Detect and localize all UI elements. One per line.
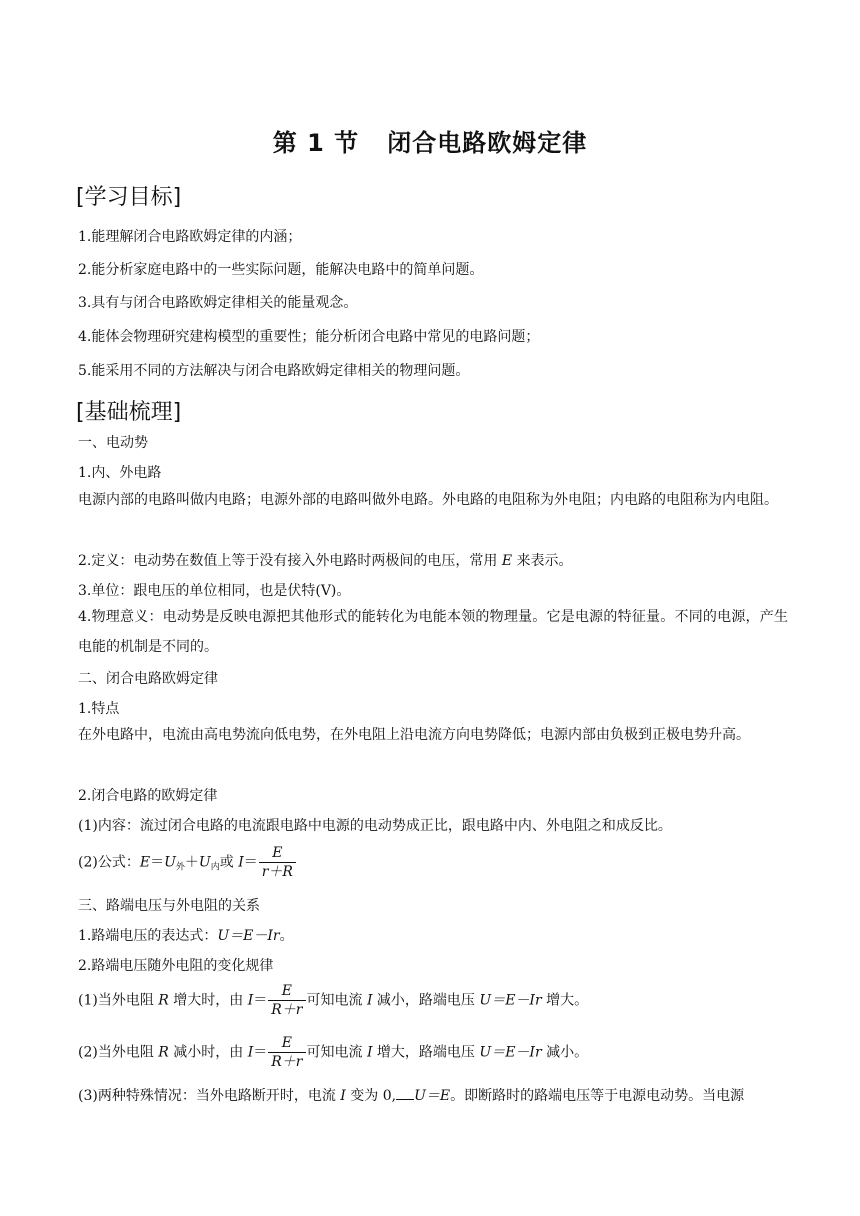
case2-text-c: 可知电流	[306, 1044, 367, 1061]
case1-i: I	[247, 992, 254, 1009]
part1-subheading: 1.内、外电路	[78, 465, 162, 481]
formula-label: (2)公式：	[78, 854, 140, 871]
case-1	[78, 982, 588, 1019]
case2-text-a: (2)当外电阻	[78, 1044, 159, 1061]
part2-subheading-2: 2.闭合电路的欧姆定律	[78, 788, 218, 804]
expression-end: 。	[279, 928, 294, 944]
objective-5: 5.能采用不同的方法解决与闭合电路欧姆定律相关的物理问题。	[78, 363, 470, 379]
formula-equals-2: ＝	[243, 854, 258, 871]
objective-1: 1.能理解闭合电路欧姆定律的内涵；	[78, 229, 302, 245]
expression-formula: U＝E－Ir	[217, 928, 280, 944]
case3-u: U＝E	[414, 1088, 451, 1104]
case2-text-e: 减小。	[541, 1044, 589, 1061]
formula-sub-out: 外	[175, 862, 185, 873]
case3-text-b: 变为 0,	[345, 1088, 397, 1104]
formula-sub-in: 内	[210, 862, 220, 873]
case2-equals: ＝	[253, 1044, 268, 1061]
definition-text-b: 来表示。	[512, 553, 573, 569]
part1-definition	[78, 550, 573, 570]
formula-or: 或	[219, 854, 239, 871]
case-2	[78, 1034, 588, 1071]
part2-formula	[78, 844, 297, 881]
part2-content: (1)内容：流过闭合电路的电流跟电路中电源的电动势成正比，跟电路中内、外电阻之和成反比。	[78, 818, 672, 834]
expression-label: 1.路端电压的表达式：	[78, 928, 218, 944]
part2-subheading-1: 1.特点	[78, 701, 120, 717]
case1-equals: ＝	[253, 992, 268, 1009]
part1-paragraph: 电源内部的电路叫做内电路；电源外部的电路叫做外电路。外电路的电阻称为外电阻；内电路的电阻称为内电阻。	[78, 492, 778, 508]
part1-unit: 3.单位：跟电压的单位相同，也是伏特(V)。	[78, 583, 351, 599]
section-heading-basics: [基础梳理]	[76, 400, 182, 425]
case-3	[78, 1085, 744, 1105]
case2-numerator: E	[268, 1034, 305, 1053]
formula-e: E	[139, 854, 151, 871]
objective-4: 4.能体会物理研究建构模型的重要性；能分析闭合电路中常见的电路问题；	[78, 329, 540, 345]
part1-meaning: 4.物理意义：电动势是反映电源把其他形式的能转化为电能本领的物理量。它是电源的特征量。不同的电源，产生电能的机制是不同的。	[78, 609, 788, 655]
case2-i2: I	[366, 1044, 373, 1061]
case3-text-c: 。即断路时的路端电压等于电源电动势。当电源	[450, 1088, 745, 1104]
case1-r: R	[158, 992, 169, 1009]
case1-u: U＝E－Ir	[479, 992, 542, 1009]
formula-i: I	[238, 854, 244, 871]
formula-equals: ＝	[150, 854, 165, 871]
fraction-numerator: E	[259, 844, 296, 863]
emf-symbol: E	[501, 553, 513, 569]
part3-expression	[78, 925, 294, 945]
part3-heading: 三、路端电压与外电阻的关系	[78, 898, 260, 914]
part2-paragraph: 在外电路中，电流由高电势流向低电势，在外电阻上沿电流方向电势降低；电源内部由负极到正极电势升高。	[78, 727, 750, 743]
case2-denominator: R＋r	[271, 1054, 303, 1070]
case2-i: I	[247, 1044, 254, 1061]
case3-text-a: (3)两种特殊情况：当外电路断开时，电流	[78, 1088, 341, 1104]
case2-text-d: 增大，路端电压	[372, 1044, 480, 1061]
formula-plus: ＋	[184, 854, 199, 871]
case1-fraction	[268, 982, 305, 1019]
part3-rule: 2.路端电压随外电阻的变化规律	[78, 958, 274, 974]
blank-underline	[396, 1099, 414, 1100]
case2-u: U＝E－Ir	[479, 1044, 542, 1061]
case2-text-b: 减小时，由	[168, 1044, 248, 1061]
case1-text-b: 增大时，由	[168, 992, 248, 1009]
case2-r: R	[158, 1044, 169, 1061]
case1-text-e: 增大。	[541, 992, 589, 1009]
case1-i2: I	[366, 992, 373, 1009]
case1-text-c: 可知电流	[306, 992, 367, 1009]
fraction-denominator: r＋R	[261, 864, 293, 880]
case3-i: I	[340, 1088, 346, 1104]
case1-numerator: E	[268, 982, 305, 1001]
case1-text-a: (1)当外电阻	[78, 992, 159, 1009]
page-title: 第 1 节 闭合电路欧姆定律	[272, 129, 588, 157]
objective-3: 3.具有与闭合电路欧姆定律相关的能量观念。	[78, 295, 358, 311]
case1-denominator: R＋r	[271, 1002, 303, 1018]
section-heading-objectives: [学习目标]	[76, 185, 182, 210]
formula-u-in: U	[198, 854, 211, 871]
formula-fraction	[259, 844, 296, 881]
definition-text-a: 2.定义：电动势在数值上等于没有接入外电路时两极间的电压，常用	[78, 553, 502, 569]
formula-u-out: U	[164, 854, 176, 871]
objective-2: 2.能分析家庭电路中的一些实际问题，能解决电路中的简单问题。	[78, 262, 484, 278]
part1-heading: 一、电动势	[78, 435, 148, 451]
case2-fraction	[268, 1034, 305, 1071]
part2-heading: 二、闭合电路欧姆定律	[78, 671, 218, 687]
case1-text-d: 减小，路端电压	[372, 992, 480, 1009]
